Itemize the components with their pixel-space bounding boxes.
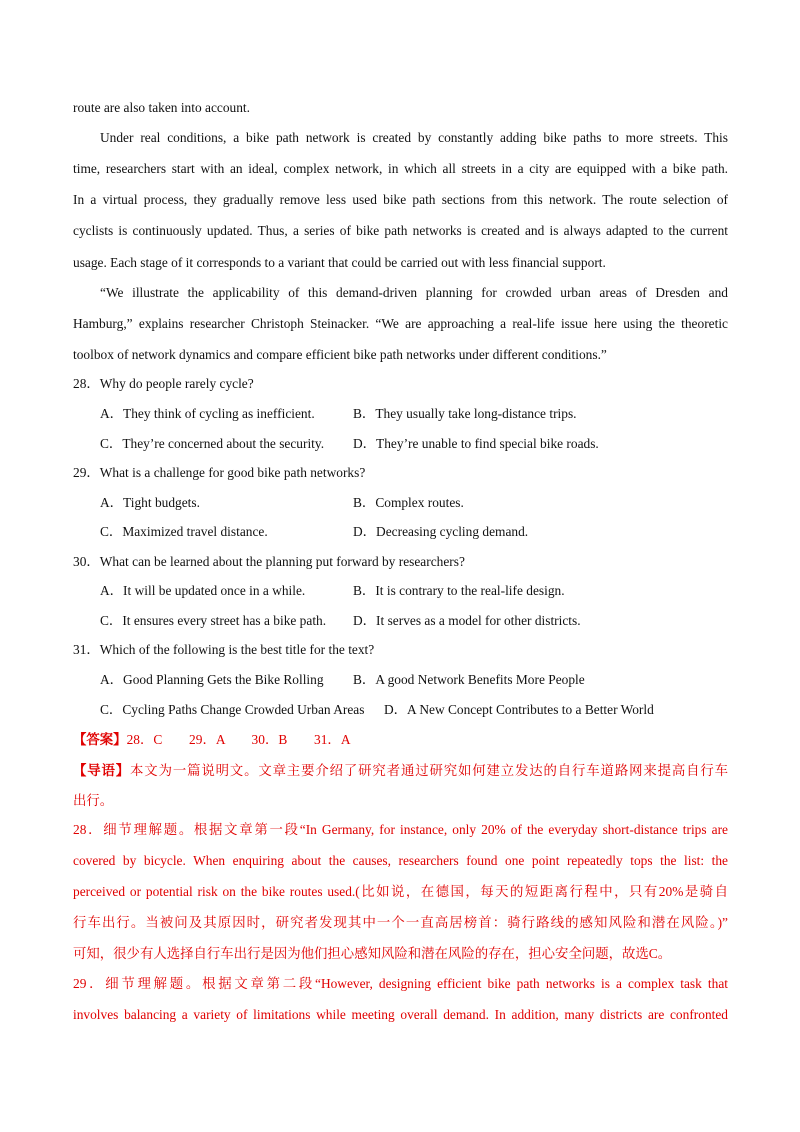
explanation-line: 28．细节理解题。根据文章第一段“In Germany, for instance, only 20% of the everyday short-distance trips are (73, 822, 728, 837)
option-d: D．It serves as a model for other districts. (353, 613, 581, 628)
passage-line: time, researchers start with an ideal, complex network, in which all streets in a city are equipped with a bike path. (73, 161, 728, 176)
option-d: D．Decreasing cycling demand. (353, 524, 529, 539)
guide-label: 【导语】 (73, 763, 131, 778)
explanation-line: involves balancing a variety of limitations while meeting overall demand. In addition, many districts are confronted (73, 1007, 728, 1022)
option-c: C．It ensures every street has a bike path. (100, 613, 327, 628)
passage-line: route are also taken into account. (73, 100, 250, 115)
answer-values: 28．C 29．A 30．B 31．A (126, 732, 351, 747)
option-b: B．It is contrary to the real-life design. (353, 583, 565, 598)
explanation-line: covered by bicycle. When enquiring about the causes, researchers found one point repeatedly tops the list: the (73, 853, 728, 868)
option-a: A．It will be updated once in a while. (100, 583, 306, 598)
option-d: D．A New Concept Contributes to a Better World (384, 702, 654, 717)
option-a: A．They think of cycling as inefficient. (100, 406, 315, 421)
guide-line: 出行。 (73, 793, 114, 808)
option-b: B．A good Network Benefits More People (353, 672, 585, 687)
option-a: A．Tight budgets. (100, 495, 200, 510)
passage-line: In a virtual process, they gradually remove less used bike path sections from this network. The route selection of (73, 192, 728, 207)
question-stem: 30．What can be learned about the planning put forward by researchers? (73, 554, 465, 569)
option-c: C．They’re concerned about the security. (100, 436, 325, 451)
guide-line (73, 762, 728, 780)
passage-line: Under real conditions, a bike path network is created by constantly adding bike paths to more streets. This (100, 130, 728, 145)
option-b: B．Complex routes. (353, 495, 464, 510)
passage-line: usage. Each stage of it corresponds to a variant that could be carried out with less financial support. (73, 255, 606, 270)
passage-line: cyclists is continuously updated. Thus, a series of bike path networks is created and is always adapted to the current (73, 223, 728, 238)
guide-text: 本文为一篇说明文。文章主要介绍了研究者通过研究如何建立发达的自行车道路网来提高自行车 (130, 763, 729, 778)
option-c: C．Cycling Paths Change Crowded Urban Areas (100, 702, 365, 717)
explanation-line: 29．细节理解题。根据文章第二段“However, designing efficient bike path networks is a complex task that (73, 976, 728, 991)
passage-line: toolbox of network dynamics and compare efficient bike path networks under different conditions.” (73, 347, 607, 362)
option-d: D．They’re unable to find special bike roads. (353, 436, 599, 451)
passage-line: Hamburg,” explains researcher Christoph Steinacker. “We are approaching a real-life issue here using the theoretic (73, 316, 728, 331)
passage-line: “We illustrate the applicability of this demand-driven planning for crowded urban areas of Dresden and (100, 285, 728, 300)
question-stem: 31．Which of the following is the best title for the text? (73, 642, 375, 657)
answer-label: 【答案】 (73, 732, 127, 747)
explanation-line: 可知，很少有人选择自行车出行是因为他们担心感知风险和潜在风险的存在，担心安全问题，故选C。 (73, 946, 672, 961)
option-a: A．Good Planning Gets the Bike Rolling (100, 672, 324, 687)
explanation-line: 行车出行。当被问及其原因时，研究者发现其中一个一直高居榜首：骑行路线的感知风险和潜在风险。)” (73, 915, 728, 930)
explanation-line: perceived or potential risk on the bike routes used.(比如说，在德国，每天的短距离行程中，只有20%是骑自 (73, 884, 728, 899)
question-stem: 28．Why do people rarely cycle? (73, 376, 254, 391)
answer-line (73, 731, 728, 749)
option-c: C．Maximized travel distance. (100, 524, 268, 539)
question-stem: 29．What is a challenge for good bike path networks? (73, 465, 366, 480)
option-b: B．They usually take long-distance trips. (353, 406, 577, 421)
